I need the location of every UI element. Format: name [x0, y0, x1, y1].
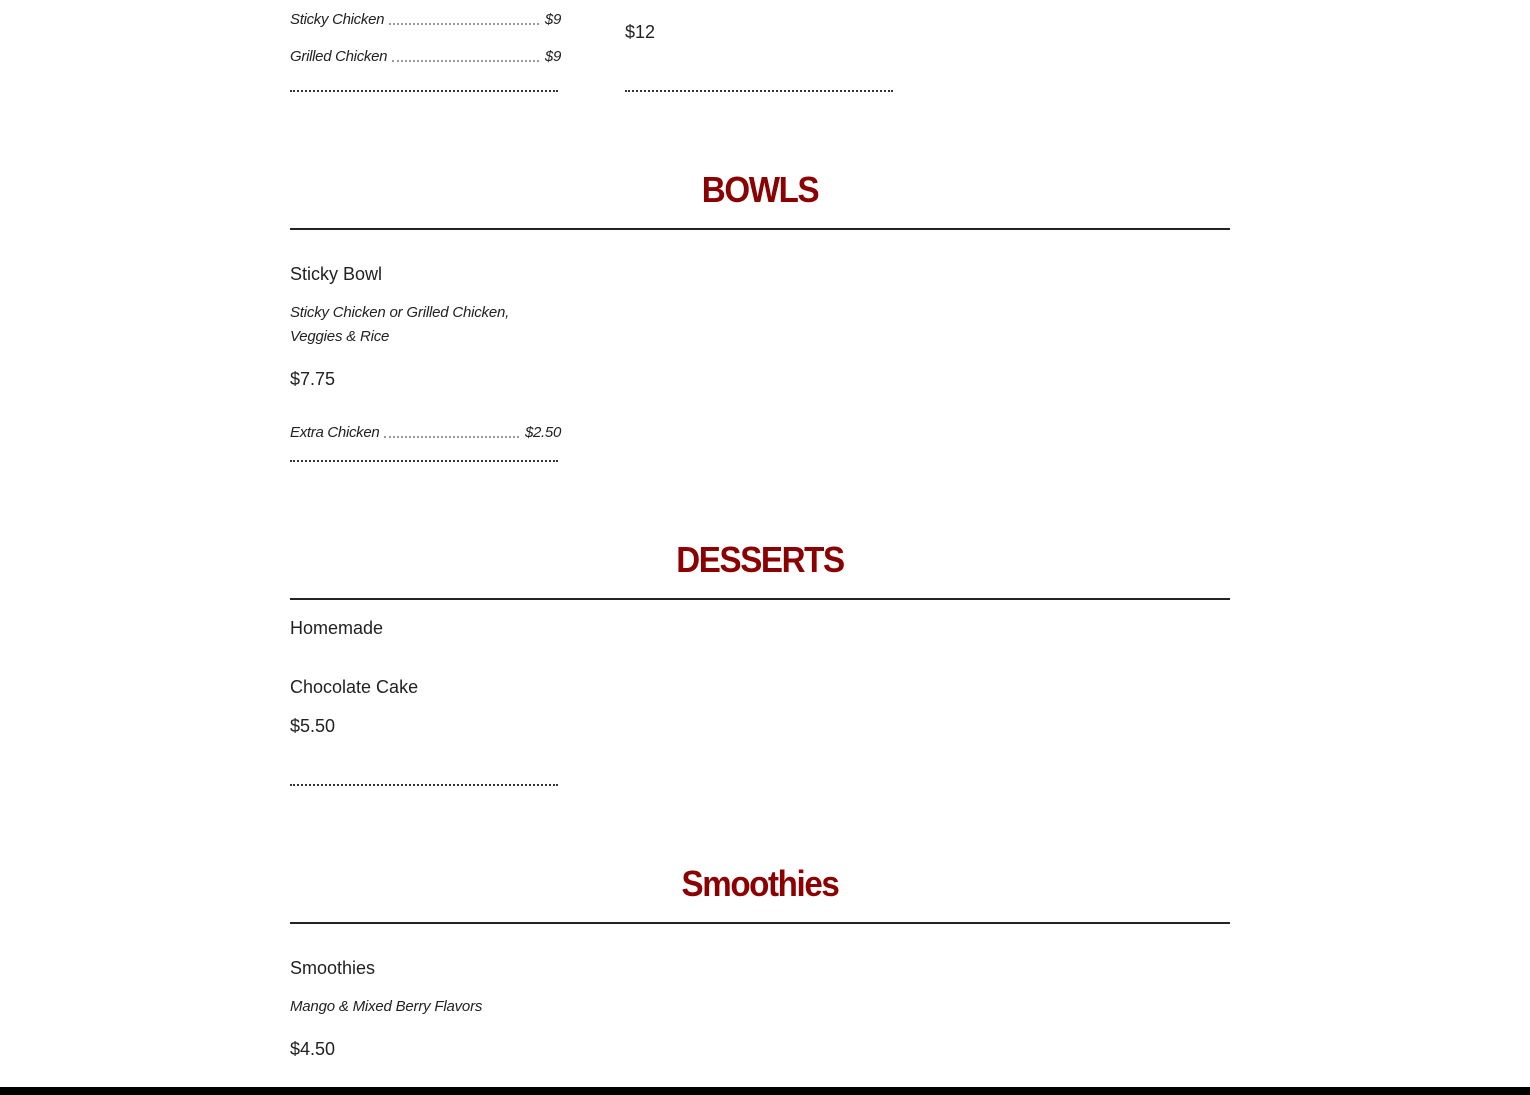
option-price: $9	[544, 48, 561, 65]
item-price: $4.50	[290, 1039, 336, 1059]
option-name: Grilled Chicken	[290, 48, 388, 65]
item-price: $7.75	[290, 369, 336, 389]
dot-leader	[392, 60, 539, 62]
dot-leader	[384, 436, 518, 438]
section-title-bowls: BOWLS	[701, 169, 819, 210]
item-price: $12	[625, 22, 656, 42]
item-name-line-2: Chocolate Cake	[290, 677, 419, 697]
footer-bar	[0, 1087, 1530, 1095]
option-price: $9	[544, 11, 561, 28]
item-name-line-1: Homemade	[290, 618, 384, 638]
option-row-grilled-chicken	[290, 43, 561, 65]
item-name: Smoothies	[290, 958, 376, 978]
option-row-extra-chicken	[290, 419, 561, 441]
section-rule	[290, 228, 1230, 230]
option-name: Extra Chicken	[290, 424, 380, 441]
section-title-desserts: DESSERTS	[676, 539, 844, 580]
item-price: $5.50	[290, 716, 336, 736]
item-name: Sticky Bowl	[290, 264, 383, 284]
dotted-divider	[290, 90, 558, 92]
option-price: $2.50	[524, 424, 561, 441]
dot-leader	[389, 23, 539, 25]
section-title-smoothies: Smoothies	[681, 863, 839, 904]
option-name: Sticky Chicken	[290, 11, 385, 28]
dotted-divider	[290, 784, 558, 786]
dotted-divider	[290, 460, 558, 462]
item-description: Sticky Chicken or Grilled Chicken, Veggies & Rice	[290, 304, 510, 345]
dotted-divider	[625, 90, 893, 92]
option-row-sticky-chicken	[290, 6, 561, 28]
section-rule	[290, 598, 1230, 600]
item-description: Mango & Mixed Berry Flavors	[290, 998, 483, 1015]
section-rule	[290, 922, 1230, 924]
